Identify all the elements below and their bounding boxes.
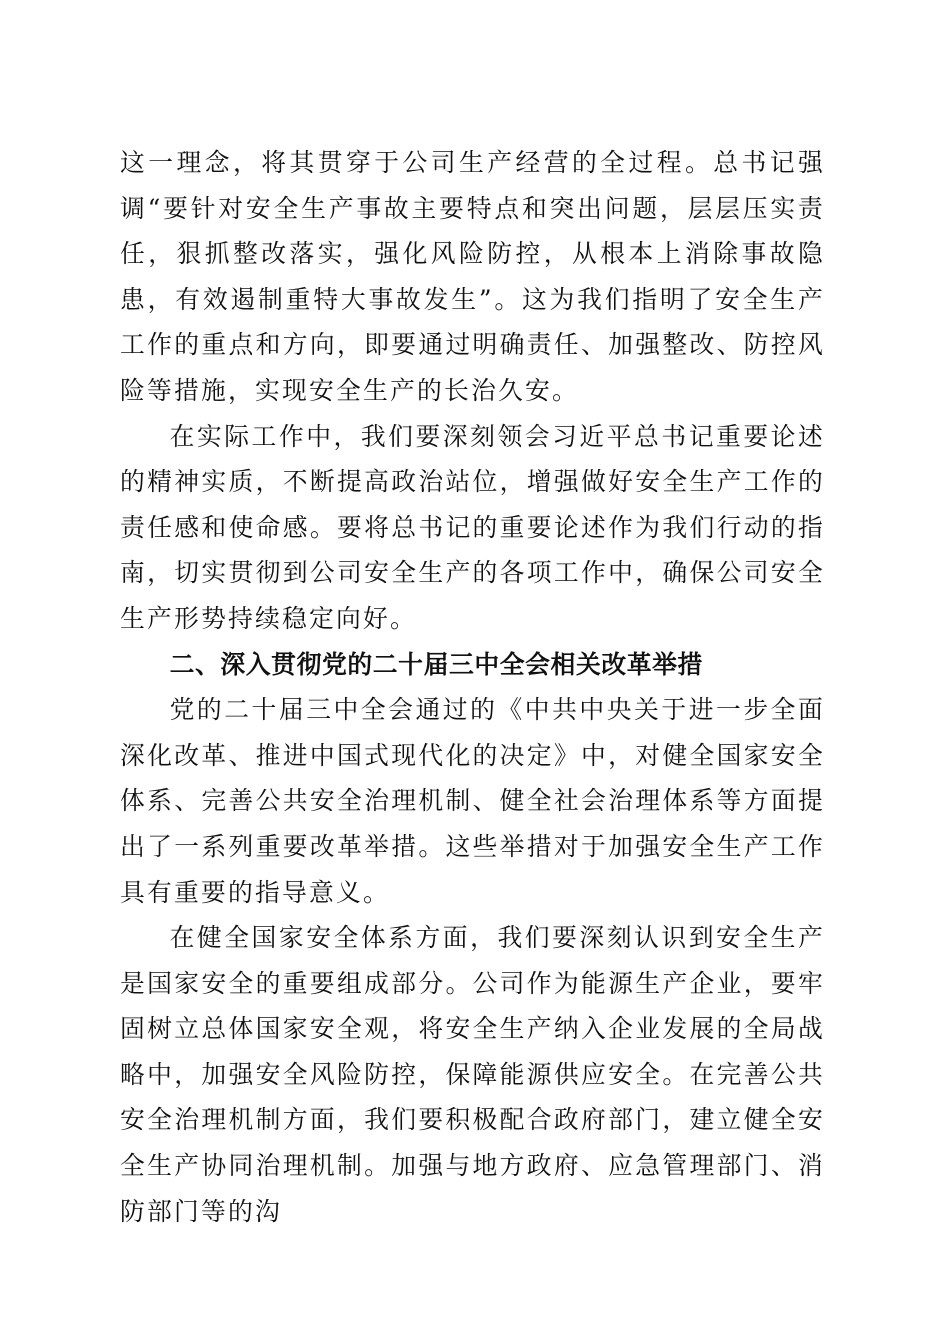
paragraph-continuation: 这一理念，将其贯穿于公司生产经营的全过程。总书记强调“要针对安全生产事故主要特点和突出问题，层层压实责任，狠抓整改落实，强化风险防控，从根本上消除事故隐患，有效遏制重特大事故发生”。这为我们指明了安全生产工作的重点和方向，即要通过明确责任、加强整改、防控风险等措施，实现安全生产的长治久安。 — [120, 148, 825, 405]
paragraph-practical-work: 在实际工作中，我们要深刻领会习近平总书记重要论述的精神实质，不断提高政治站位，增强做好安全生产工作的责任感和使命感。要将总书记的重要论述作为我们行动的指南，切实贯彻到公司安全生产的各项工作中，确保公司安全生产形势持续稳定向好。 — [120, 421, 825, 633]
document-body — [120, 140, 825, 1234]
paragraph-national-security: 在健全国家安全体系方面，我们要深刻认识到安全生产是国家安全的重要组成部分。公司作为能源生产企业，要牢固树立总体国家安全观，将安全生产纳入企业发展的全局战略中，加强安全风险防控，保障能源供应安全。在完善公共安全治理机制方面，我们要积极配合政府部门，建立健全安全生产协同治理机制。加强与地方政府、应急管理部门、消防部门等的沟 — [120, 923, 825, 1226]
section-heading-2: 二、深入贯彻党的二十届三中全会相关改革举措 — [169, 649, 703, 679]
paragraph-plenary-decision: 党的二十届三中全会通过的《中共中央关于进一步全面深化改革、推进中国式现代化的决定》中，对健全国家安全体系、完善公共安全治理机制、健全社会治理体系等方面提出了一系列重要改革举措。这些举措对于加强安全生产工作具有重要的指导意义。 — [120, 695, 825, 907]
